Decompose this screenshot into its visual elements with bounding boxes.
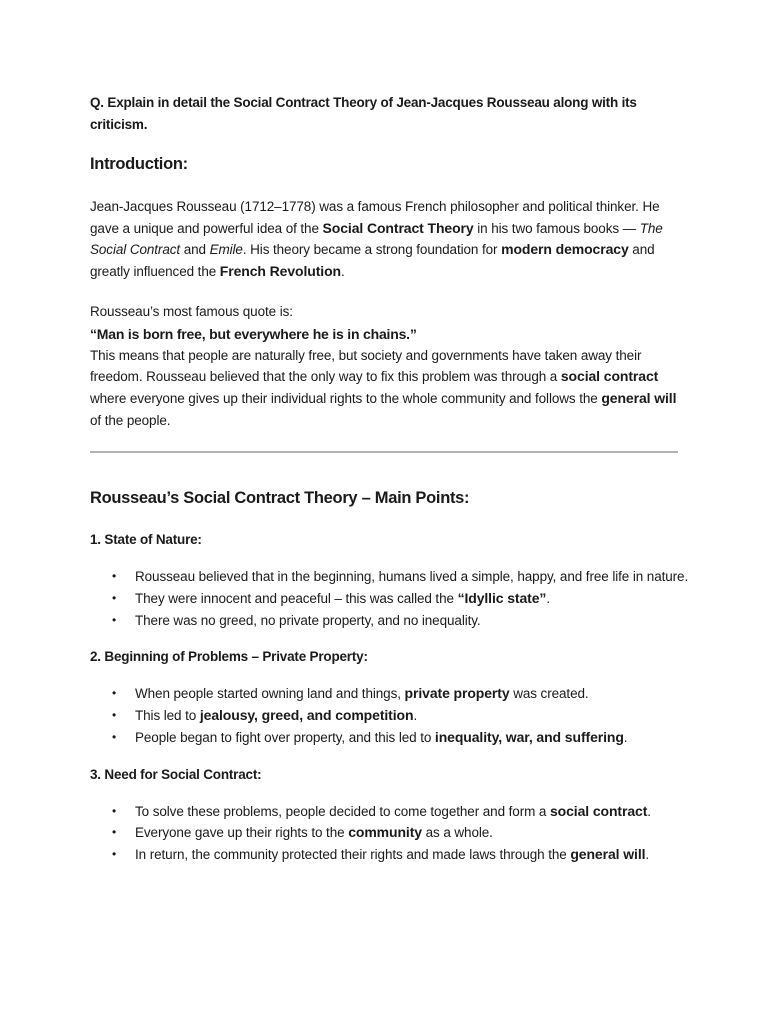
intro-italic-book-1: The Social Contract: [90, 220, 663, 258]
explain-bold-general-will: general will: [601, 389, 677, 406]
list-item-text: In return, the community protected their rights and made laws through the: [135, 846, 571, 862]
section-1-list: [90, 566, 690, 631]
explain-bold-social-contract: social contract: [560, 368, 659, 385]
list-item-text: .: [623, 729, 628, 745]
explain-text-2: where everyone gives up their individual rights to the whole community and follows the: [90, 390, 602, 406]
bullet-icon: •: [112, 803, 117, 818]
quote-explanation-paragraph: [90, 345, 690, 432]
list-item-bold: private property: [404, 685, 510, 702]
list-item-bold: community: [348, 824, 422, 841]
bullet-icon: •: [112, 686, 117, 701]
section-2-list: [90, 683, 690, 748]
list-item: [90, 844, 690, 866]
bullet-icon: •: [112, 825, 117, 840]
bullet-icon: •: [112, 569, 117, 584]
list-item: [90, 683, 690, 705]
document-page: [90, 92, 690, 866]
section-2-heading: 2. Beginning of Problems – Private Property:: [90, 649, 368, 665]
list-item-text: This led to: [135, 708, 200, 724]
list-item-bold: “Idyllic state”: [457, 590, 547, 607]
intro-bold-french-revolution: French Revolution: [219, 263, 341, 280]
explain-text-1: This means that people are naturally free, but society and governments have taken away their freedom. Rousseau believed that the only way to fix this problem was through a: [90, 347, 642, 385]
intro-bold-social-contract-theory: Social Contract Theory: [322, 219, 474, 236]
intro-text-1: Jean-Jacques Rousseau (1712–1778) was a famous French philosopher and political thinker. He gave a unique and powerful idea of the: [90, 199, 660, 236]
quote-lead: Rousseau’s most famous quote is:: [90, 303, 293, 319]
list-item-text: .: [647, 803, 651, 819]
list-item-text: When people started owning land and things,: [135, 686, 405, 702]
list-item: [90, 705, 690, 727]
list-item: [90, 610, 690, 632]
introduction-heading: Introduction:: [90, 155, 188, 173]
bullet-icon: •: [112, 612, 117, 627]
section-1-heading: 1. State of Nature:: [90, 532, 202, 548]
intro-text-2: in his two famous books —: [473, 220, 640, 236]
list-item-bold: inequality, war, and suffering: [434, 728, 624, 745]
list-item-bold: jealousy, greed, and competition: [199, 707, 414, 724]
introduction-paragraph: [90, 196, 690, 283]
horizontal-divider: [90, 451, 678, 453]
list-item-text: They were innocent and peaceful – this was called the: [135, 591, 458, 607]
list-item-bold: social contract: [549, 802, 648, 819]
intro-text-4: . His theory became a strong foundation for: [242, 242, 502, 258]
main-points-heading: Rousseau’s Social Contract Theory – Main Points:: [90, 489, 470, 508]
section-3-heading: 3. Need for Social Contract:: [90, 766, 262, 782]
intro-text-5: and greatly influenced the: [90, 242, 655, 280]
list-item: [90, 801, 690, 823]
list-item: [90, 822, 690, 844]
list-item-text: .: [546, 591, 550, 607]
list-item-text: .: [645, 846, 650, 862]
list-item-text: There was no greed, no private property, and no inequality.: [135, 612, 481, 628]
intro-italic-book-2: Emile: [209, 242, 243, 258]
list-item-text: People began to fight over property, and this led to: [135, 729, 435, 745]
bullet-icon: •: [112, 729, 117, 744]
intro-text-6: .: [341, 264, 345, 280]
explain-text-3: of the people.: [90, 412, 171, 428]
bullet-icon: •: [112, 591, 117, 606]
list-item: [90, 566, 690, 588]
bullet-icon: •: [112, 708, 117, 723]
list-item-text: Rousseau believed that in the beginning, humans lived a simple, happy, and free life in nature.: [135, 569, 689, 585]
intro-text-3: and: [180, 242, 210, 258]
list-item: [90, 588, 690, 610]
list-item-text: was created.: [509, 686, 589, 702]
list-item: [90, 727, 690, 749]
list-item-text: as a whole.: [421, 825, 493, 841]
section-3-list: [90, 801, 690, 866]
intro-bold-modern-democracy: modern democracy: [501, 241, 629, 258]
list-item-text: Everyone gave up their rights to the: [135, 825, 349, 841]
bullet-icon: •: [112, 846, 117, 861]
famous-quote: “Man is born free, but everywhere he is in chains.”: [90, 325, 417, 342]
question-heading: Q. Explain in detail the Social Contract Theory of Jean-Jacques Rousseau along with its criticism.: [90, 95, 637, 132]
list-item-text: To solve these problems, people decided to come together and form a: [135, 803, 550, 819]
list-item-bold: general will: [570, 845, 646, 862]
list-item-text: .: [413, 708, 418, 724]
